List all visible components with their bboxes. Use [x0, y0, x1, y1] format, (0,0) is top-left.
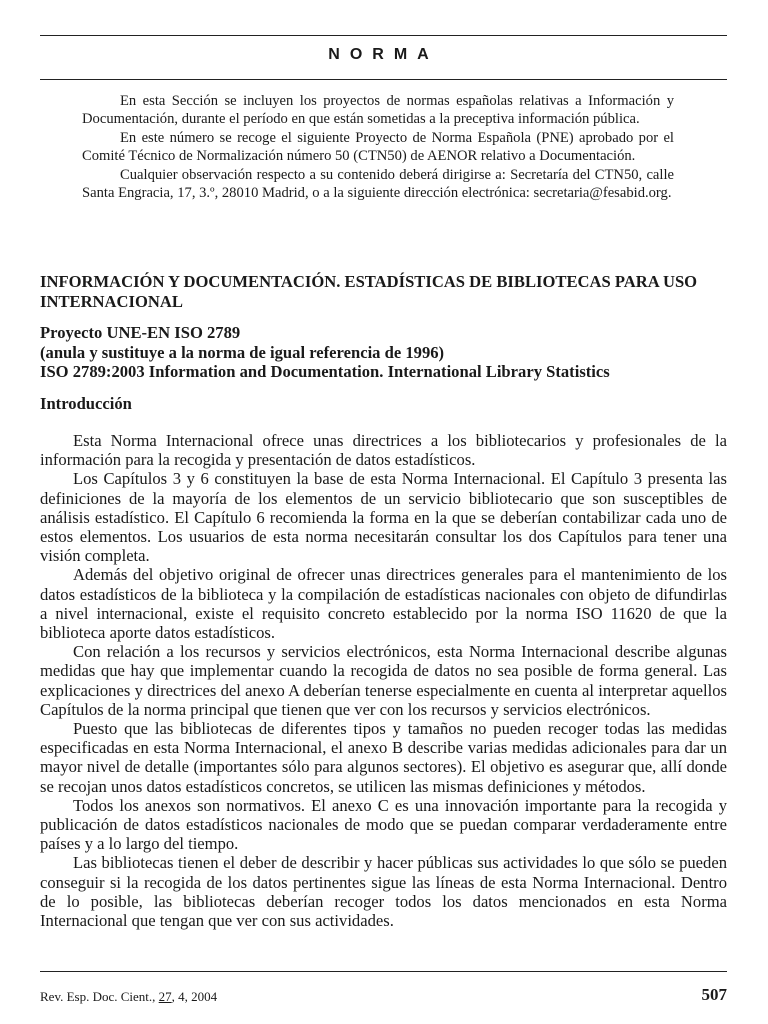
body-paragraph: Esta Norma Internacional ofrece unas directrices a los bibliotecarios y profesionales de la información para la recogida y presentación de datos estadísticos.	[40, 431, 727, 470]
body-paragraph: Las bibliotecas tienen el deber de describir y hacer públicas sus actividades lo que sólo se pueden conseguir si la recogida de los datos pertinentes sigue las líneas de esta Norma Internacional. Dentro de lo posible, las bibliotecas deberían recoger todos los datos mencionados en esta Norma Internacional que tengan que ver con sus actividades.	[40, 853, 727, 931]
body-paragraph: Todos los anexos son normativos. El anexo C es una innovación importante para la recogida y publicación de datos estadísticos nacionales de modo que se puedan comparar verdaderamente entre países y a lo largo del tiempo.	[40, 795, 727, 854]
page-number: 507	[701, 985, 727, 1004]
header-rule	[40, 79, 727, 80]
body-paragraph: Puesto que las bibliotecas de diferentes tipos y tamaños no pueden recoger todas las medidas especificadas en esta Norma Internacional, el anexo B describe varias medidas adicionales para dar un mayor nivel de detalle (importantes sólo para algunos sectores). El objetivo es asegurar que, allí donde se recojan unos datos estadísticos concretos, se utilicen las mismas definiciones y métodos.	[40, 719, 727, 796]
subtitle-line: Proyecto UNE-EN ISO 2789	[40, 323, 241, 342]
intro-paragraph: En este número se recoge el siguiente Proyecto de Norma Española (PNE) aprobado por el Comité Técnico de Normalización número 50 (CTN50) de AENOR relativo a Documentación.	[82, 129, 674, 165]
section-header: NORMA	[328, 46, 439, 63]
subtitle-line: ISO 2789:2003 Information and Documentation. International Library Statistics	[40, 362, 610, 381]
top-rule	[40, 35, 727, 36]
body-paragraph: Además del objetivo original de ofrecer unas directrices generales para el mantenimiento de los datos estadísticos de la biblioteca y la compilación de estadísticas nacionales con objeto de difundirlas a nivel internacional, existe el requisito concreto establecido por la norma ISO 11620 de que la biblioteca aporte datos estadísticos.	[40, 565, 727, 643]
intro-paragraph: Cualquier observación respecto a su contenido deberá dirigirse a: Secretaría del CTN50, calle Santa Engracia, 17, 3.º, 28010 Madrid, o a la siguiente dirección electrónica: secretaria@fesabid.org.	[82, 166, 674, 202]
body-paragraph: Con relación a los recursos y servicios electrónicos, esta Norma Internacional describe algunas medidas que hay que implementar cuando la recogida de datos no sea posible de forma general. Las explicaciones y directrices del anexo A deberían tenerse especialmente en cuenta al interpretar aquellos Capítulos de la norma principal que tienen que ver con los recursos y servicios electrónicos.	[40, 642, 727, 719]
section-intro	[82, 92, 674, 202]
journal-volume: 27	[158, 989, 172, 1004]
journal-name: Rev. Esp. Doc. Cient.,	[40, 989, 156, 1004]
section-heading: Introducción	[40, 394, 132, 413]
footer-rule	[40, 971, 727, 972]
footer-citation	[40, 989, 217, 1005]
body-paragraph: Los Capítulos 3 y 6 constituyen la base de esta Norma Internacional. El Capítulo 3 presenta las definiciones de la mayoría de los elementos de un servicio bibliotecario que son susceptibles de análisis estadístico. El Capítulo 6 recomienda la forma en la que se deberían contabilizar cada uno de estos elementos. Los usuarios de esta norma necesitarán consultar los dos Capítulos para tener una visión completa.	[40, 469, 727, 566]
document-title: INFORMACIÓN Y DOCUMENTACIÓN. ESTADÍSTICAS DE BIBLIOTECAS PARA USO INTERNACIONAL	[40, 272, 698, 311]
document-subtitle	[40, 323, 730, 382]
body-text	[40, 431, 727, 930]
subtitle-line: (anula y sustituye a la norma de igual referencia de 1996)	[40, 342, 445, 362]
journal-issue-year: , 4, 2004	[171, 989, 218, 1004]
intro-paragraph: En esta Sección se incluyen los proyectos de normas españolas relativas a Información y Documentación, durante el período en que están sometidas a la preceptiva información pública.	[82, 93, 674, 128]
